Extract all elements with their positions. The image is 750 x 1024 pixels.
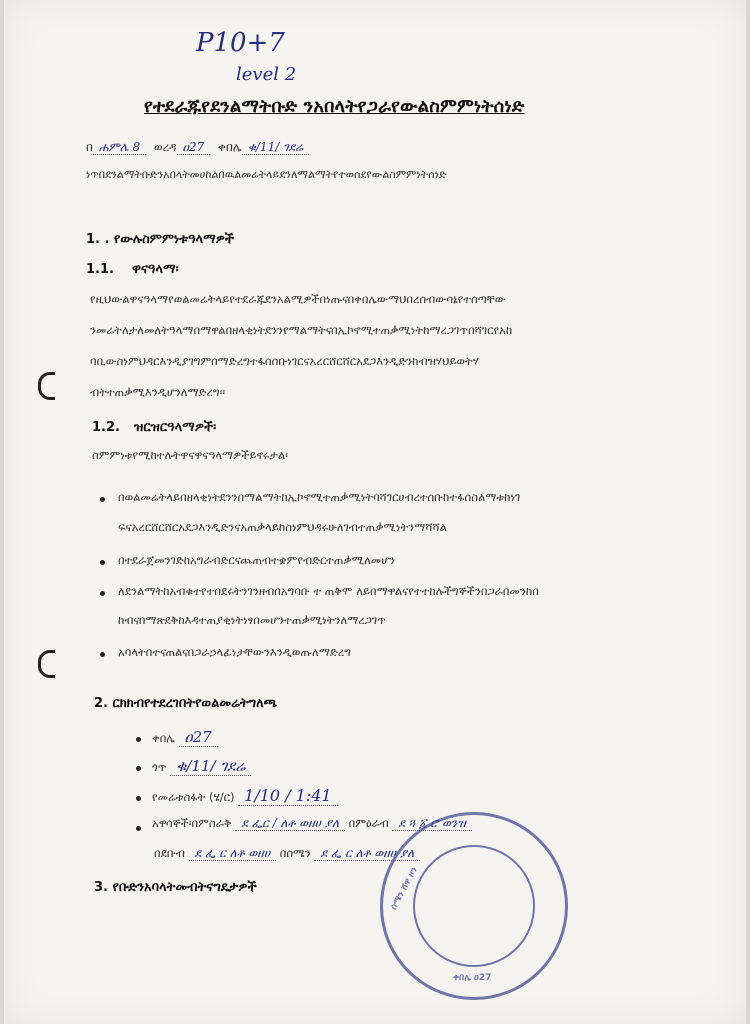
plot-area-label: የመሬቱስፋት (ሄ/ር) — [152, 790, 235, 804]
boundary-west-value: ደ ጓ ፩ ሮ ወንዝ — [392, 816, 471, 831]
sub1-line-2: ንመሬትለታለመለትዓላማበማዋልበዘላቂነትደንንየማልማትናበኢኮኖሚተጠቃሚነትከማረጋገጥበሻገርየአከ — [90, 323, 513, 337]
boundary-south-label: በደቡብ — [154, 846, 185, 860]
punch-hole-top — [38, 372, 55, 400]
bullet-dot — [136, 796, 141, 801]
woreda-label: ወረዳ — [153, 140, 177, 154]
bullet-1-line-1: በወልመሬትላይበዘላቂነትደንንበማልማትከኢኮኖሚተጠቃሚነትባሻገርሀብረተሰቡከተፋሰስልማቱከነገ — [118, 490, 521, 504]
meta-prefix: በ — [86, 140, 93, 154]
section2-heading: 2. ርክክብየተደረገበትየወልመሬትግለጫ — [94, 696, 278, 711]
intro-line: ነጥበደንልማትቡድንአበላትመሀከልበዉልመሬትላይደንለማልማትየተወሰደየውልስምምነትሰነድ — [86, 168, 447, 181]
plot-kebele-value: ዐ27 — [179, 728, 218, 747]
kebele-field: ቁ/11/ ገደሬ — [242, 140, 309, 155]
document-title: የተደራጁየደንልማትቡድ ንአበላትየጋራየውልስምምነትሰነድ — [144, 96, 525, 117]
bullet-dot — [136, 737, 141, 742]
bullet-dot — [100, 591, 105, 596]
bullet-4-line-1: አባላትበተናጠልናበጋራኃላፊነታቸውንእንዲወጡለማድረግ — [118, 645, 351, 659]
official-stamp — [380, 812, 568, 1000]
boundary-south-north-row — [154, 846, 420, 861]
handwritten-note-1: P10+7 — [196, 28, 285, 58]
sub2-title: ዝርዝርዓላማዎች፡ — [134, 420, 217, 435]
stamp-side-text: ሰሜን ሸዋ ዞን — [389, 865, 420, 912]
sub1-line-4: ብትተጠቃሚእንዲሆንለማድረግ፡፡ — [90, 385, 226, 399]
sub2-number: 1.2. — [92, 420, 120, 435]
bullet-dot — [136, 766, 141, 771]
plot-got-value: ቁ/11/ ገደሬ — [170, 757, 251, 776]
bullet-1-line-2: ፍናአረርሸርሸርአደጋእንዲድንናአጠቃላይከስነምህዳሩሁለገብተጠቃሚነትንማሻሻል — [118, 520, 447, 534]
bullet-dot — [100, 652, 105, 657]
meta-line — [86, 140, 309, 155]
sub1-line-1: የዚህውልዋናዓላማየወልመሬትላይየተደራጁደንአልሚዎችበነጡናበቀበሌውማህበረሰብውሳኔየተሰጣቸው — [90, 292, 506, 306]
plot-got-label: ጎጥ — [152, 760, 167, 774]
bullet-dot — [136, 826, 141, 831]
boundary-south-value: ደ ፌ ር ለቶ ወዘሀ — [189, 846, 277, 861]
boundary-east-value: ደ ፌር / ለቶ ወዘሀ ያለ — [235, 816, 345, 831]
stamp-bottom-text: ቀበሌ ዐ27 — [453, 973, 492, 983]
plot-kebele-label: ቀበሌ — [152, 731, 175, 745]
sub1-number: 1.1. — [86, 262, 114, 277]
document-page — [4, 0, 746, 1024]
date-field: ሐምሌ 8 — [93, 140, 146, 155]
sub1-title: ዋናዓላማ፡ — [132, 262, 179, 277]
boundary-west-label: በምዕራብ — [348, 816, 389, 830]
bullet-3-line-2: ከብናበማጽደቅከእዳተጠያቂነትነፃበመሆንተጠቃሚነትንለማረጋገጥ — [118, 613, 386, 627]
sub2-intro: ስምምነቱየሚከተሉትዋናዋናዓላማዎችይኖሩታል፡ — [92, 448, 288, 462]
handwritten-note-2: level 2 — [236, 64, 297, 85]
sub1-line-3: ባቢውስነምህዳርእንዲያገግምበማድረግተፋሰሰቡነገርናአረርሸርሸርአደጋእንዲድንከብዝሃህይወትሃ — [90, 354, 479, 368]
punch-hole-bottom — [38, 650, 55, 678]
plot-got-row — [152, 757, 251, 775]
boundary-east-label: አዋሳኞች፡በምስራቅ — [152, 816, 232, 830]
section1-heading: 1. . የውሉስምምነቱዓላማዎች — [86, 232, 235, 247]
bullet-dot — [100, 497, 105, 502]
woreda-field: ዐ27 — [177, 140, 211, 155]
stamp-inner-ring — [413, 845, 535, 967]
plot-area-value: 1/10 / 1:41 — [238, 786, 337, 806]
plot-kebele-row — [152, 728, 218, 746]
section3-heading: 3. የቡድንአባላትመብትናግዴታዎች — [94, 880, 257, 895]
bullet-3-line-1: ለደንልማትከአብቁተየተበደሩትንገንዘብበአግባቡ ተ ጠቅሞ ለይበማዋልናየተተከሉችግኞችንበጋራበመንከበ — [118, 584, 539, 598]
boundary-north-label: በሰሜን — [279, 846, 311, 860]
boundary-north-value: ደ ፌ ር ለቶ ወዘሀ ያለ — [314, 846, 420, 861]
bullet-2-line-1: በተደራጀመንገድከአግራብድርናጨጠብተቋምየብድርተጠቃሚለመሆን — [118, 553, 396, 567]
plot-area-row — [152, 786, 338, 805]
kebele-label: ቀበሌ — [217, 140, 242, 154]
bullet-dot — [100, 560, 105, 565]
